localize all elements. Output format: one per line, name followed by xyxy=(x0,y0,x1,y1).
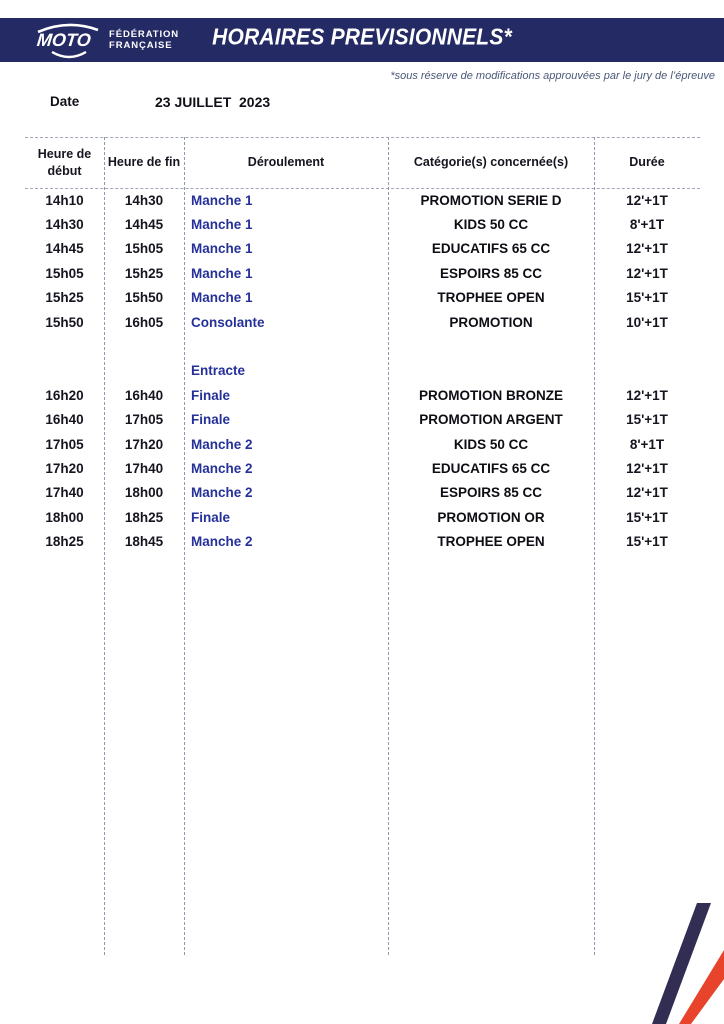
cell-event: Entracte xyxy=(191,363,246,379)
schedule-table-header xyxy=(25,137,700,188)
cell-category xyxy=(388,334,594,358)
cell-start-time: 17h05 xyxy=(45,436,84,452)
date-row xyxy=(0,94,724,112)
cell-end-time: 15h25 xyxy=(124,265,164,281)
cell-event: Consolante xyxy=(191,314,265,330)
cell-category: PROMOTION SERIE D xyxy=(420,192,562,208)
cell-end-time: 18h25 xyxy=(124,509,164,525)
cell-start-time: 18h25 xyxy=(45,534,84,550)
cell-duration: 15'+1T xyxy=(626,509,668,525)
table-row xyxy=(25,505,700,529)
cell-duration: 12'+1T xyxy=(626,265,668,281)
moto-wordmark: MOTO xyxy=(36,30,92,50)
cell-end-time: 16h05 xyxy=(124,314,164,330)
cell-duration: 15'+1T xyxy=(626,534,668,550)
table-row xyxy=(25,383,700,407)
cell-start-time: 15h25 xyxy=(45,290,84,306)
table-row xyxy=(25,261,700,285)
cell-duration: 8'+1T xyxy=(629,217,665,233)
cell-duration: 12'+1T xyxy=(626,485,668,501)
cell-duration xyxy=(594,334,700,358)
cell-event: Manche 1 xyxy=(191,192,253,208)
date-label: Date xyxy=(50,94,80,109)
cell-category: EDUCATIFS 65 CC xyxy=(431,241,551,257)
table-row xyxy=(25,286,700,310)
cell-end-time xyxy=(104,359,184,383)
disclaimer-note: *sous réserve de modifications approuvées par le jury de l’épreuve xyxy=(390,70,715,82)
cell-duration: 15'+1T xyxy=(626,412,668,428)
date-value: 23 JUILLET 2023 xyxy=(155,94,271,110)
cell-category: PROMOTION BRONZE xyxy=(419,387,563,403)
table-row xyxy=(25,456,700,480)
page-title: HORAIRES PREVISIONNELS* xyxy=(212,25,512,50)
table-row xyxy=(25,359,700,383)
federation-name-line2: FRANÇAISE xyxy=(109,40,173,51)
cell-category: EDUCATIFS 65 CC xyxy=(431,460,551,476)
cell-category: PROMOTION OR xyxy=(437,509,545,525)
cell-event: Finale xyxy=(191,412,231,428)
cell-end-time: 14h45 xyxy=(124,217,164,233)
table-row xyxy=(25,432,700,456)
table-row xyxy=(25,310,700,334)
cell-start-time: 16h40 xyxy=(45,412,84,428)
cell-duration: 12'+1T xyxy=(626,460,668,476)
cell-start-time: 17h40 xyxy=(45,485,84,501)
cell-end-time: 16h40 xyxy=(124,387,164,403)
cell-start-time: 14h10 xyxy=(45,192,84,208)
cell-start-time: 18h00 xyxy=(45,509,84,525)
column-header-event: Déroulement xyxy=(247,155,325,170)
cell-event: Finale xyxy=(191,509,231,525)
federation-name-line1: FÉDÉRATION xyxy=(109,28,180,40)
table-row xyxy=(25,237,700,261)
column-header-category: Catégorie(s) concernée(s) xyxy=(413,155,569,170)
moto-logo-mark xyxy=(36,21,100,59)
cell-event: Manche 2 xyxy=(191,534,253,550)
table-row xyxy=(25,334,700,358)
cell-duration xyxy=(594,359,700,383)
cell-end-time: 18h45 xyxy=(124,534,164,550)
cell-event: Manche 1 xyxy=(191,217,253,233)
schedule-rows xyxy=(25,188,700,554)
cell-start-time: 14h45 xyxy=(45,241,84,257)
cell-start-time: 15h05 xyxy=(45,265,84,281)
federation-name xyxy=(109,29,179,52)
cell-duration: 12'+1T xyxy=(626,192,668,208)
table-row xyxy=(25,212,700,236)
cell-category: TROPHEE OPEN xyxy=(437,290,545,306)
cell-category xyxy=(388,359,594,383)
cell-end-time: 17h05 xyxy=(124,412,164,428)
cell-start-time xyxy=(25,359,104,383)
cell-event: Manche 2 xyxy=(191,460,253,476)
table-row xyxy=(25,481,700,505)
cell-start-time xyxy=(25,334,104,358)
cell-end-time: 18h00 xyxy=(124,485,164,501)
cell-category: ESPOIRS 85 CC xyxy=(439,485,543,501)
cell-duration: 15'+1T xyxy=(626,290,668,306)
table-row xyxy=(25,529,700,553)
column-header-start: Heure de début xyxy=(37,147,92,178)
cell-event xyxy=(184,334,388,358)
cell-category: PROMOTION xyxy=(449,314,533,330)
cell-category: PROMOTION ARGENT xyxy=(419,412,563,428)
cell-event: Manche 2 xyxy=(191,485,253,501)
cell-duration: 12'+1T xyxy=(626,387,668,403)
footer-logo-stripes xyxy=(644,892,724,1024)
cell-event: Manche 1 xyxy=(191,265,253,281)
cell-start-time: 16h20 xyxy=(45,387,84,403)
cell-event: Manche 1 xyxy=(191,241,253,257)
cell-end-time: 17h20 xyxy=(124,436,164,452)
table-row xyxy=(25,188,700,212)
cell-start-time: 15h50 xyxy=(45,314,84,330)
cell-end-time xyxy=(104,334,184,358)
cell-end-time: 17h40 xyxy=(124,460,164,476)
cell-category: KIDS 50 CC xyxy=(453,217,529,233)
cell-start-time: 14h30 xyxy=(45,217,84,233)
column-header-end: Heure de fin xyxy=(107,155,181,170)
cell-event: Manche 2 xyxy=(191,436,253,452)
logo-swoosh-bottom-icon xyxy=(50,51,88,60)
cell-duration: 8'+1T xyxy=(629,436,665,452)
table-row xyxy=(25,408,700,432)
ffm-logo xyxy=(36,21,179,59)
cell-duration: 12'+1T xyxy=(626,241,668,257)
cell-event: Finale xyxy=(191,387,231,403)
cell-category: ESPOIRS 85 CC xyxy=(439,265,543,281)
cell-duration: 10'+1T xyxy=(626,314,668,330)
cell-category: KIDS 50 CC xyxy=(453,436,529,452)
header-band xyxy=(0,18,724,62)
column-header-duration: Durée xyxy=(629,155,665,170)
cell-category: TROPHEE OPEN xyxy=(437,534,545,550)
cell-end-time: 15h05 xyxy=(124,241,164,257)
cell-event: Manche 1 xyxy=(191,290,253,306)
cell-end-time: 14h30 xyxy=(124,192,164,208)
cell-start-time: 17h20 xyxy=(45,460,84,476)
cell-end-time: 15h50 xyxy=(124,290,164,306)
